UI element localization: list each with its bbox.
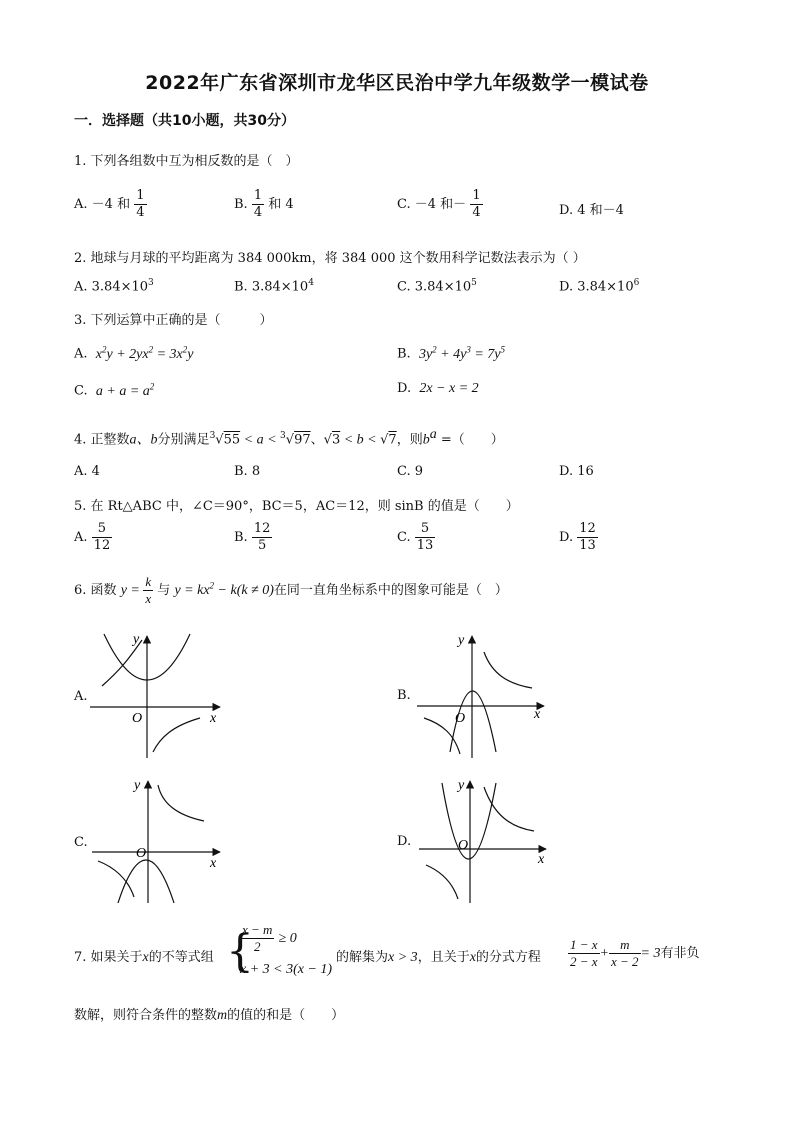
q3-a-x: x — [95, 346, 103, 362]
q6-func2-rest: − k(k ≠ 0) — [214, 583, 274, 598]
hyperbola-branch-right — [153, 718, 200, 752]
q4-option-a[interactable]: A. 4 — [74, 464, 100, 479]
q5-option-d-label: D. — [559, 530, 574, 545]
q4-root2-index: 3 — [280, 431, 286, 441]
q3-b-exp2: 3 — [466, 344, 471, 354]
q1-option-d[interactable]: D. 4 和－4 — [559, 203, 624, 218]
q6-graph-d[interactable] — [414, 775, 554, 905]
q1-option-c-fraction — [470, 188, 482, 221]
q2-option-c-exponent: 5 — [471, 278, 477, 288]
q7-frac2-numerator: m — [609, 937, 641, 954]
q7-frac1 — [568, 937, 600, 970]
q4-root2-sign: √ — [285, 432, 295, 448]
q1-option-b-label: B. — [234, 197, 248, 212]
q6-func1-numerator: k — [145, 574, 152, 589]
q4-root1-value: 55 — [223, 432, 241, 448]
q3-option-c-expr — [95, 381, 155, 399]
q5-option-d-fraction — [577, 521, 598, 554]
q1-c-numerator: 1 — [472, 188, 481, 203]
q7-var-x1: x — [142, 950, 149, 965]
q2-option-d-text: D. 3.84×10 — [559, 279, 634, 295]
q7-solution-condition: x > 3 — [388, 950, 418, 965]
parabola-curve — [442, 783, 496, 859]
q2-option-c-text: C. 3.84×10 — [397, 279, 472, 295]
q3-option-a-expr — [95, 344, 194, 362]
q4-ineq-b: < b < — [340, 432, 381, 448]
q3-stem: 3. 下列运算中正确的是（ ） — [74, 313, 273, 328]
q3-a-exp2: 2 — [148, 344, 154, 354]
q2-option-d-exponent: 6 — [633, 278, 640, 288]
q4-option-d[interactable]: D. 16 — [559, 464, 594, 479]
q7-frac2-denominator: x − 2 — [611, 954, 639, 969]
x-axis-label: x — [210, 856, 217, 871]
q3-option-d[interactable] — [397, 381, 479, 397]
q1-b-denominator: 4 — [253, 205, 263, 220]
q5-b-numerator: 12 — [253, 521, 271, 536]
q5-option-c-fraction — [415, 521, 436, 554]
q7-inequality-2: x + 3 < 3(x − 1) — [240, 962, 333, 977]
q6-option-b-label[interactable]: B. — [397, 688, 411, 703]
q5-option-a-fraction — [92, 521, 113, 554]
q4-root4-value: 7 — [388, 432, 397, 448]
q4-stem-end: =（ ） — [436, 432, 504, 448]
q3-a-exp3: 2 — [182, 344, 188, 354]
q1-option-a-label: A. — [74, 197, 88, 212]
q4-root3-value: 3 — [331, 432, 341, 448]
q1-a-numerator: 1 — [136, 188, 145, 203]
q7-stem-pre: 7. 如果关于 — [74, 950, 143, 965]
q7-inequality-1 — [240, 922, 297, 955]
q4-root1-sign: √ — [215, 432, 224, 448]
origin-label: O — [136, 846, 147, 861]
q4-power-base: b — [422, 432, 430, 448]
q7-stem-mid4: 的分式方程 — [475, 950, 541, 965]
q2-option-d[interactable] — [559, 278, 639, 294]
q3-a-y: y — [187, 346, 194, 362]
q6-func2-lhs: y = kx — [174, 583, 210, 598]
q2-stem: 2. 地球与月球的平均距离为 384 000km，将 384 000 这个数用科学记数法表示为（ ） — [74, 251, 586, 266]
q7-plus: + — [599, 946, 609, 961]
q1-option-b-text: 和 4 — [268, 197, 294, 212]
q6-graph-c[interactable] — [92, 775, 232, 905]
q4-root2-value: 97 — [294, 432, 311, 448]
q5-a-denominator: 12 — [93, 538, 111, 553]
q4-stem-pre: 4. 正整数 — [74, 432, 130, 448]
q7-var-x2: x — [469, 950, 476, 965]
q7-ineq1-numerator: x − m — [242, 922, 273, 937]
q6-option-d-label[interactable]: D. — [397, 834, 412, 849]
q5-option-a[interactable] — [74, 521, 112, 554]
q3-option-b-label: B. — [397, 346, 411, 362]
hyperbola-branch-right — [484, 652, 532, 688]
q7-fraction-equation — [568, 937, 700, 970]
q1-option-a[interactable] — [74, 188, 147, 221]
q2-option-b-text: B. 3.84×10 — [234, 279, 309, 295]
q1-option-a-text: －4 和 — [91, 197, 131, 212]
y-axis-label: y — [133, 632, 140, 647]
q6-func1-fraction — [143, 574, 153, 607]
origin-label: O — [132, 711, 143, 726]
q2-option-a-text: A. 3.84×10 — [74, 279, 149, 295]
hyperbola-branch-left — [98, 861, 134, 897]
q2-option-b-exponent: 4 — [308, 278, 314, 288]
q7-var-m: m — [217, 1008, 228, 1023]
q3-option-d-expr: 2x − x = 2 — [419, 381, 479, 396]
q7-system-brace: { — [226, 926, 254, 977]
q5-d-denominator: 13 — [579, 538, 596, 553]
q6-func2-exp: 2 — [209, 580, 215, 591]
q6-graph-a[interactable] — [90, 630, 230, 760]
q1-a-denominator: 4 — [136, 205, 145, 220]
y-axis-label: y — [458, 633, 465, 648]
q3-option-a-label: A. — [74, 346, 88, 362]
q3-option-a[interactable] — [74, 344, 194, 363]
q4-root4-sign: √ — [380, 432, 389, 448]
q2-option-c[interactable] — [397, 278, 477, 294]
y-axis-label: y — [134, 778, 141, 793]
q4-power-exp: a — [429, 427, 437, 442]
origin-label: O — [455, 711, 466, 726]
q3-c-term: a + a = a — [95, 383, 150, 399]
q3-option-b[interactable] — [397, 344, 505, 363]
q4-stem-then: ，则 — [396, 432, 423, 448]
q7-frac2 — [609, 937, 641, 970]
q3-option-c-label: C. — [74, 383, 88, 399]
q5-option-c-label: C. — [397, 530, 411, 545]
q1-option-b-fraction — [252, 188, 264, 221]
q1-option-c-label: C. — [397, 197, 411, 212]
q7-frac1-denominator: 2 − x — [570, 954, 598, 969]
q1-c-denominator: 4 — [472, 205, 481, 220]
q7-stem-mid3: ，且关于 — [417, 950, 470, 965]
y-axis-label: y — [458, 778, 465, 793]
q6-option-c-label[interactable]: C. — [74, 835, 88, 850]
exam-title: 2022年广东省深圳市龙华区民治中学九年级数学一模试卷 — [145, 72, 649, 94]
q5-option-b[interactable] — [234, 521, 272, 554]
q3-a-term: y + 2yx — [106, 346, 149, 362]
q3-option-d-label: D. — [397, 381, 412, 396]
q6-stem-post: 在同一直角坐标系中的图象可能是（ ） — [273, 583, 508, 598]
q5-c-numerator: 5 — [415, 521, 436, 538]
q4-separator: 、 — [310, 432, 324, 448]
q4-stem-mid: 分别满足 — [157, 432, 210, 448]
q6-stem-pre: 6. 函数 — [74, 583, 117, 598]
q7-line2-pre: 数解，则符合条件的整数 — [74, 1008, 218, 1023]
q4-root3-sign: √ — [323, 432, 332, 448]
q5-d-numerator: 12 — [579, 521, 596, 536]
q7-stem-line2 — [74, 1004, 344, 1024]
hyperbola-branch-right — [158, 785, 204, 821]
q1-option-a-fraction — [134, 188, 146, 221]
q2-option-a[interactable] — [74, 278, 154, 294]
q5-option-b-fraction — [252, 521, 273, 554]
q7-stem-mid1: 的不等式组 — [148, 950, 214, 965]
q7-ineq1-fraction — [240, 922, 274, 955]
q3-b-exp3: 5 — [500, 344, 506, 354]
q6-func1-denominator: x — [145, 591, 152, 606]
x-axis-label: x — [210, 711, 217, 726]
q1-option-b[interactable] — [234, 188, 294, 221]
origin-label: O — [458, 838, 469, 853]
q6-stem — [74, 574, 508, 607]
q1-b-numerator: 1 — [253, 188, 263, 203]
q5-a-numerator: 5 — [92, 521, 113, 538]
q7-stem-line1b — [336, 946, 541, 966]
q1-option-c-text: －4 和－ — [414, 197, 467, 212]
x-axis-label: x — [538, 852, 545, 867]
q5-option-c[interactable] — [397, 521, 435, 554]
q5-stem: 5. 在 Rt△ABC 中，∠C＝90°，BC＝5，AC＝12，则 sinB 的值是（ ） — [74, 499, 519, 514]
q5-option-b-label: B. — [234, 530, 248, 545]
q4-ineq-a: < a < — [240, 432, 281, 448]
hyperbola-branch-right — [484, 787, 534, 831]
q3-b-eq: = 7y — [470, 346, 501, 362]
q5-b-denominator: 5 — [257, 538, 267, 553]
q5-option-d[interactable] — [559, 521, 598, 554]
q4-option-b[interactable]: B. 8 — [234, 464, 261, 479]
q3-c-exp: 2 — [149, 381, 155, 391]
x-axis-label: x — [534, 707, 541, 722]
q3-b-term1: 3y — [418, 346, 433, 362]
q6-stem-mid: 与 — [157, 583, 171, 598]
q4-vars: a、b — [129, 432, 158, 448]
q3-a-eq: = 3x — [153, 346, 183, 362]
q7-stem-line1 — [74, 946, 214, 966]
q5-c-denominator: 13 — [416, 538, 434, 553]
q3-option-c[interactable] — [74, 381, 154, 400]
q6-func1-lhs: y = — [120, 583, 144, 598]
q4-stem — [74, 427, 504, 448]
q3-option-b-expr — [418, 344, 506, 362]
q4-option-c[interactable]: C. 9 — [397, 464, 424, 479]
q7-stem-mid2: 的解集为 — [336, 950, 389, 965]
q1-option-c[interactable] — [397, 188, 483, 221]
q7-ineq1-relation: ≥ 0 — [278, 931, 297, 946]
q7-ineq1-denominator: 2 — [253, 939, 261, 954]
q3-b-term2: + 4y — [436, 346, 467, 362]
q7-equals: = 3 — [640, 946, 661, 961]
hyperbola-branch-left — [426, 865, 458, 899]
q6-option-a-label[interactable]: A. — [74, 689, 88, 704]
q5-option-a-label: A. — [74, 530, 88, 545]
q1-stem: 1. 下列各组数中互为相反数的是（ ） — [74, 154, 299, 169]
q3-b-exp1: 2 — [432, 344, 437, 354]
q6-graph-b[interactable] — [412, 630, 552, 760]
q7-line2-post: 的值的和是（ ） — [227, 1008, 345, 1023]
q7-stem-tail: 有非负 — [660, 946, 700, 961]
q2-option-b[interactable] — [234, 278, 314, 294]
q4-root1-index: 3 — [209, 431, 216, 441]
q6-func2 — [174, 580, 274, 598]
q3-a-exp1: 2 — [102, 344, 107, 354]
section-heading: 一．选择题（共10小题，共30分） — [74, 113, 295, 129]
q7-frac1-numerator: 1 − x — [570, 937, 598, 952]
q2-option-a-exponent: 3 — [148, 278, 154, 288]
